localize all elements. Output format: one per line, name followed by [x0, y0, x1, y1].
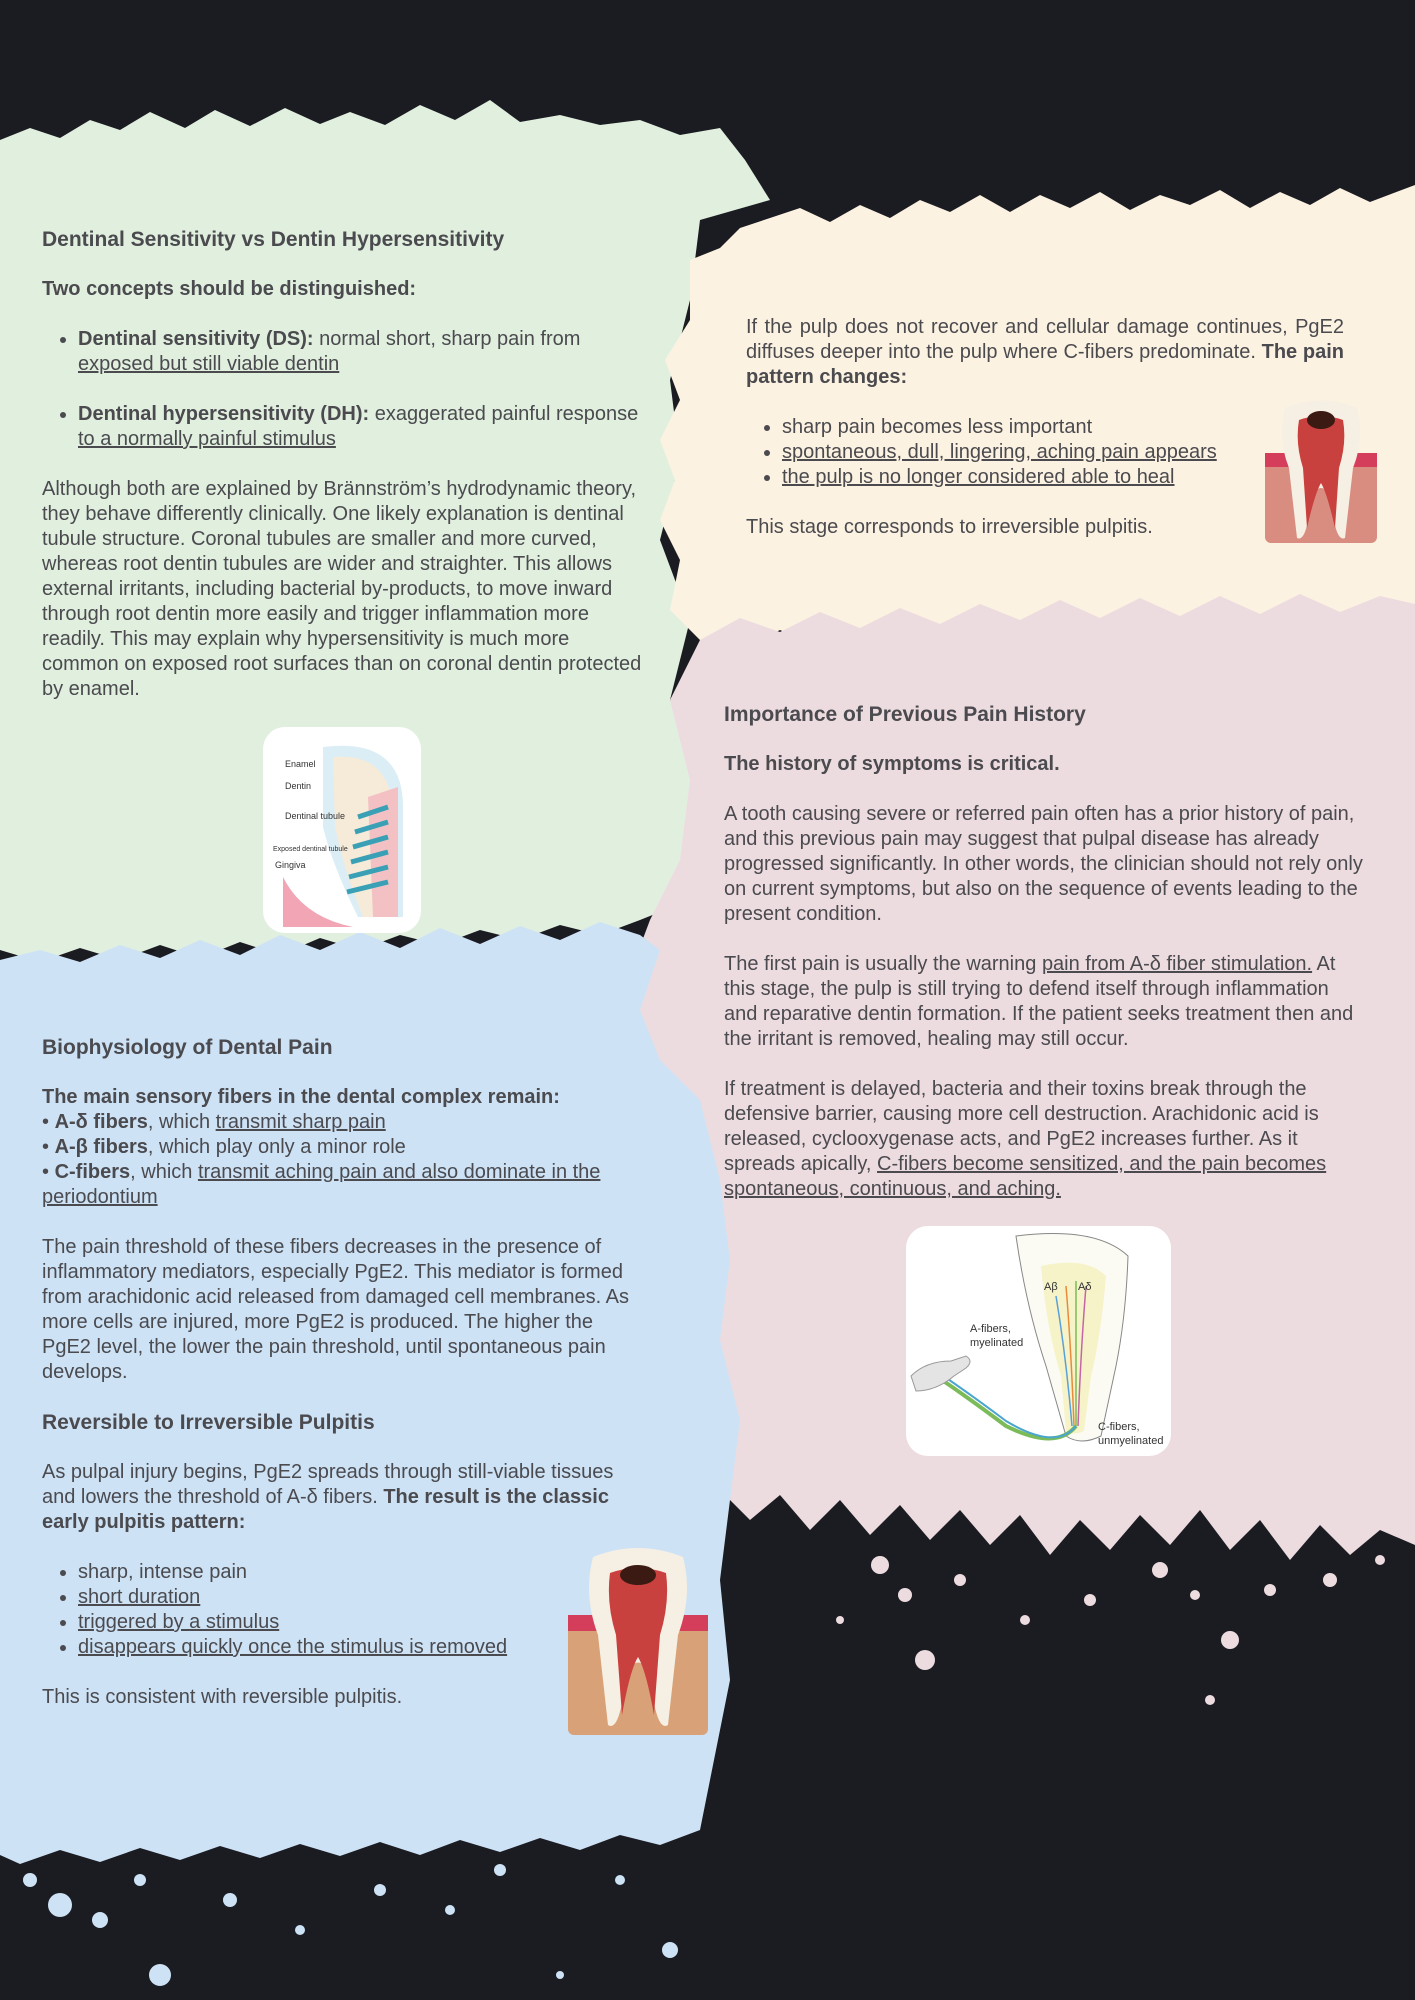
- biophysiology-title: Biophysiology of Dental Pain: [42, 1036, 333, 1059]
- label-ab: Aβ: [1044, 1281, 1058, 1293]
- dentinal-title: Dentinal Sensitivity vs Dentin Hypersensitivity: [42, 228, 505, 251]
- fiber-text: , which: [147, 1111, 216, 1133]
- history-p2: [724, 952, 1364, 1052]
- reversible-paragraph: [42, 1460, 642, 1535]
- reversible-bold: The result is the classic early pulpitis pattern:: [42, 1486, 609, 1533]
- cavity-tooth-image: [568, 1545, 708, 1737]
- dentinal-list: [42, 327, 642, 452]
- label-a-fibers-2: myelinated: [970, 1337, 1024, 1349]
- dentinal-tubule-figure: [263, 727, 421, 933]
- history-p2-underline: pain from A-δ fiber stimulation.: [1041, 953, 1313, 975]
- irreversible-bold: The pain pattern changes:: [746, 341, 1345, 388]
- ds-term: Dentinal sensitivity (DS):: [78, 328, 314, 350]
- list-item: • triggered by a stimulus: [78, 1610, 642, 1635]
- history-lead: The history of symptoms is critical.: [724, 753, 1060, 775]
- list-item: • sharp, intense pain: [78, 1560, 642, 1585]
- reversible-text: As pulpal injury begins, PgE2 spreads through still-viable tissues and lowers the threshold of A-δ fibers.: [42, 1461, 614, 1508]
- fiber-name: A-δ fibers: [54, 1111, 148, 1133]
- fiber-name: A-β fibers: [54, 1136, 148, 1158]
- list-item: • disappears quickly once the stimulus is removed: [78, 1635, 642, 1660]
- blue-splatter: [23, 1864, 678, 1986]
- biophysiology-lead: The main sensory fibers in the dental complex remain:: [42, 1086, 560, 1108]
- irreversible-paragraph: [746, 315, 1344, 390]
- ds-text: normal short, sharp pain from: [313, 328, 581, 350]
- fiber-underline: transmit aching pain and also dominate in the periodontium: [42, 1161, 601, 1208]
- history-p3: [724, 1077, 1364, 1202]
- label-a-fibers-1: A-fibers,: [970, 1323, 1011, 1335]
- label-c-fibers-1: C-fibers,: [1098, 1421, 1140, 1433]
- irreversible-section: [746, 315, 1344, 565]
- list-item: [78, 327, 642, 377]
- label-exposed-tubule: Exposed dentinal tubule: [273, 846, 348, 853]
- reversible-title: Reversible to Irreversible Pulpitis: [42, 1411, 375, 1434]
- irreversible-text: If the pulp does not recover and cellular damage continues, PgE2 diffuses deeper into the pulp where C-fibers predominate.: [746, 316, 1344, 363]
- fiber-row-c: • C-fibers, which transmit aching pain and also dominate in the periodontium: [42, 1161, 601, 1208]
- irreversible-conclusion: This stage corresponds to irreversible pulpitis.: [746, 516, 1153, 538]
- label-enamel: Enamel: [285, 759, 316, 769]
- history-title: Importance of Previous Pain History: [724, 703, 1086, 726]
- label-dentinal-tubule: Dentinal tubule: [285, 811, 346, 821]
- reversible-conclusion: This is consistent with reversible pulpitis.: [42, 1686, 403, 1708]
- dh-underline: to a normally painful stimulus: [78, 428, 336, 450]
- history-p3-start: If treatment is delayed, bacteria and their toxins break through the defensive barrier, causing more cell destruction. Arachidonic acid is released, cyclooxygenase acts, and PgE2 increases further. As it spreads apically,: [724, 1078, 1319, 1175]
- dentinal-section: [42, 227, 642, 727]
- biophysiology-section: [42, 1035, 642, 1735]
- list-item: • short duration: [78, 1585, 642, 1610]
- history-p2-start: The first pain is usually the warning: [724, 953, 1042, 975]
- label-ad: Aδ: [1078, 1281, 1092, 1293]
- dh-term: Dentinal hypersensitivity (DH):: [78, 403, 370, 425]
- nerve-fibers-figure: [906, 1226, 1171, 1456]
- dentinal-lead: Two concepts should be distinguished:: [42, 278, 417, 300]
- list-item: • the pulp is no longer considered able to heal: [782, 465, 1344, 490]
- fiber-text: , which play only a minor role: [147, 1136, 406, 1158]
- list-item: • spontaneous, dull, lingering, aching pain appears: [782, 440, 1344, 465]
- history-p2-end: At this stage, the pulp is still trying to defend itself through inflammation and reparative dentin formation. If the patient seeks treatment then and the irritant is removed, healing may still occur.: [724, 953, 1354, 1050]
- dentinal-paragraph: Although both are explained by Brännström’s hydrodynamic theory, they behave differently clinically. One likely explanation is dentinal tubule structure. Coronal tubules are smaller and more curved, whereas root dentin tubules are wider and straighter. This allows external irritants, including bacterial by-products, to move inward through root dentin more easily and trigger inflammation more readily. This may explain why hypersensitivity is much more common on exposed root surfaces than on coronal dentin protected by enamel.: [42, 478, 642, 700]
- irreversible-list: [746, 415, 1344, 490]
- pink-splatter: [836, 1555, 1385, 1705]
- history-p1: A tooth causing severe or referred pain often has a prior history of pain, and this previous pain may suggest that pulpal disease has already progressed significantly. In other words, the clinician should not rely only on current symptoms, but also on the sequence of events leading to the present condition.: [724, 803, 1363, 925]
- fiber-row-a-beta: • A-β fibers, which play only a minor role: [42, 1136, 406, 1158]
- tubule-illustration: [263, 727, 421, 933]
- fiber-text: , which: [130, 1161, 198, 1183]
- label-dentin: Dentin: [285, 781, 312, 791]
- fiber-name: C-fibers: [54, 1161, 131, 1183]
- history-section: [724, 702, 1364, 1227]
- ds-underline: exposed but still viable dentin: [78, 353, 340, 375]
- dh-text: exaggerated painful response: [369, 403, 639, 425]
- history-p3-underline: C-fibers become sensitized, and the pain becomes spontaneous, continuous, and aching.: [724, 1153, 1327, 1200]
- list-item: [78, 402, 642, 452]
- biophysiology-paragraph: The pain threshold of these fibers decreases in the presence of inflammatory mediators, especially PgE2. This mediator is formed from arachidonic acid released from damaged cell membranes. As more cells are injured, more PgE2 is produced. The higher the PgE2 level, the lower the pain threshold, until spontaneous pain develops.: [42, 1236, 629, 1383]
- label-gingiva: Gingiva: [275, 860, 306, 870]
- nerve-illustration: [906, 1226, 1171, 1456]
- fiber-underline: transmit sharp pain: [215, 1111, 386, 1133]
- label-c-fibers-2: unmyelinated: [1098, 1435, 1164, 1447]
- list-item: • sharp pain becomes less important: [782, 415, 1344, 440]
- decayed-tooth-image: [1265, 398, 1377, 546]
- reversible-list: [42, 1560, 642, 1660]
- fiber-row-a-delta: • A-δ fibers, which transmit sharp pain: [42, 1111, 386, 1133]
